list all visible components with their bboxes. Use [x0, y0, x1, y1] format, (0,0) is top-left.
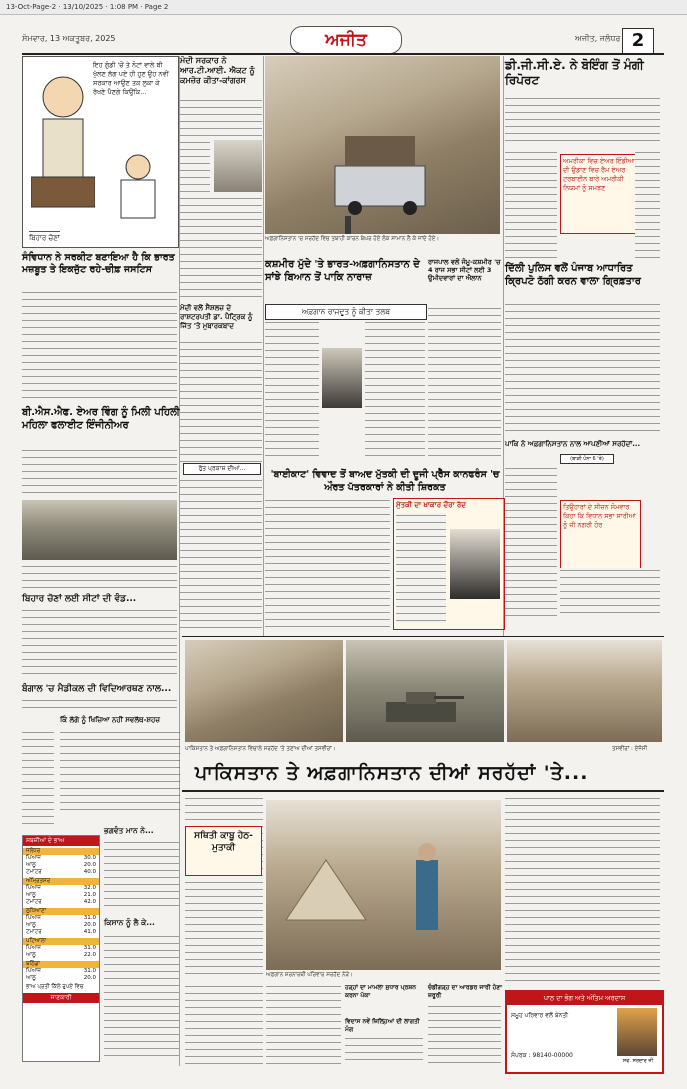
rubble-photo-caption: ਅਫ਼ਗਾਨਿਸਤਾਨ 'ਚ ਸਰਹੱਦ ਵਿਚ ਤਬਾਹੀ ਕਾਰਨ ਬੇਘਰ ਹੋਏ ਲੋਕ ਸਾਮਾਨ ਲੈ ਕੇ ਜਾਂਦੇ ਹੋਏ।: [265, 236, 440, 242]
ad-title: ਪਾਠ ਦਾ ਭੋਗ ਅਤੇ ਅੰਤਿਮ ਅਰਦਾਸ: [507, 992, 662, 1005]
headline-rajya-sabha: ਰਾਜਪਾਲ ਵਲੋਂ ਜੰਮੂ-ਕਸ਼ਮੀਰ 'ਚ 4 ਰਾਜ ਸਭਾ ਸੀਟਾਂ ਲਈ 3 ਉਮੀਦਵਾਰਾਂ ਦਾ ਐਲਾਨ: [428, 258, 501, 282]
politician-portrait-photo: [214, 140, 262, 192]
price-value: 41.0: [83, 929, 96, 935]
masthead: ਅਜੀਤ: [290, 26, 402, 54]
truck-icon: [265, 56, 500, 234]
headline-muttaqi-visit: ਮੁੱਤਕੀ ਦਾ ਖ਼ਾਕਾਰ ਦੌਰਾ ਰੱਦ: [396, 501, 466, 509]
continued-chip: ਰੁੱਤ ਪ੍ਰਕਾਸ਼ ਦੀਆਂ...: [183, 463, 261, 475]
cartoon-figure-icon: [31, 67, 95, 217]
article-body-boeing-3: [635, 150, 660, 260]
vegetable-price-box: [22, 835, 100, 1062]
price-item: ਆਲੂ: [26, 862, 36, 868]
price-value: 31.0: [83, 915, 96, 921]
photo-strip-caption: ਪਾਕਿਸਤਾਨ ਤੇ ਅਫ਼ਗਾਨਿਸਤਾਨ ਵਿਚਾਲੇ ਸਰਹੱਦ 'ਤੇ ਤਣਾਅ ਦੀਆਂ ਤਸਵੀਰਾਂ।: [185, 746, 336, 752]
subheadline-kashmir: ਅਫ਼ਗਾਨ ਰਾਜਦੂਤ ਨੂੰ ਕੀਤਾ ਤਲਬ: [265, 304, 427, 320]
military-vehicles-photo: [346, 640, 504, 742]
scan-header-bar: 13-Oct-Page-2 · 13/10/2025 · 1:08 PM · Page 2: [0, 0, 687, 15]
muttaqi-sidebar: [393, 498, 505, 630]
price-item: ਆਲੂ: [26, 892, 36, 898]
issue-date: ਸੋਮਵਾਰ, 13 ਅਕਤੂਬਰ, 2025: [22, 34, 116, 43]
headline-child-story: ਕਿੰ ਲੱਗੇ ਨੂੰ ਖਿਜ਼ਿਆ ਨਹੀਂ ਸਵਲੱਥ-ਸ਼ਹਜ਼: [60, 716, 160, 724]
price-value: 32.0: [83, 885, 96, 891]
editorial-cartoon: [22, 56, 179, 248]
control-highlight-box: [185, 826, 262, 876]
rubble-refugees-photo: [265, 56, 500, 234]
headline-muttaqi-press: 'ਬਾਈਕਾਟ' ਵਿਵਾਦ ਤੋਂ ਬਾਅਦ ਮੁੱਤਕੀ ਦੀ ਦੂਜੀ ਪ੍ਰੈੱਸ ਕਾਨਫਰੰਸ 'ਚ ਔਰਤ ਪੱਤਰਕਾਰਾਂ ਨੇ ਕੀਤੀ ਸ਼ਿਰਕਤ: [270, 469, 500, 493]
article-body-child-2: [60, 730, 180, 816]
article-body-muttaqi: [265, 498, 390, 628]
price-item: ਟਮਾਟਰ: [26, 899, 42, 905]
header-rule: [22, 53, 664, 55]
ad-phone: ਸੰਪਰਕ : 98140-00000: [511, 1052, 573, 1059]
price-footer: ਜਾਣਕਾਰੀ: [23, 993, 99, 1003]
page-number: 2: [622, 28, 654, 54]
price-value: 20.0: [83, 975, 96, 981]
headline-bihar-seats: ਬਿਹਾਰ ਚੋਣਾਂ ਲਈ ਸੀਟਾਂ ਦੀ ਵੰਡ...: [22, 594, 137, 604]
ad-photo-caption: ਸਵ. ਸਰਦਾਰ ਜੀ: [622, 1058, 654, 1064]
afghan-minister-photo: [322, 348, 362, 408]
headline-chief-justice: ਸੰਵਿਧਾਨ ਨੇ ਸਰਕੀਟ ਬਣਾਇਆ ਹੈ ਕਿ ਭਾਰਤ ਮਜ਼ਬੂਤ ਤੇ ਇਕਜੁੱਟ ਰਹੇ-ਚੀਫ਼ ਜਸਟਿਸ: [22, 252, 175, 275]
headline-delhi-police: ਦਿੱਲੀ ਪੁਲਿਸ ਵਲੋਂ ਪੰਜਾਬ ਆਧਾਰਿਤ ਕ੍ਰਿਪਟੋ ਠੱਗੀ ਕਰਨ ਵਾਲਾ ਗ੍ਰਿਫ਼ਤਾਰ: [505, 263, 641, 287]
column-rule-2: [263, 56, 264, 636]
afghan-family-photo: [266, 800, 501, 970]
tent-icon: [266, 800, 501, 970]
price-value: 20.0: [83, 862, 96, 868]
price-value: 42.0: [83, 899, 96, 905]
article-body-seychelles: [180, 340, 262, 462]
cartoon-man-icon: [103, 152, 173, 222]
price-item: ਪਿਆਜ਼: [26, 915, 41, 921]
article-body-boeing-2: [505, 150, 557, 260]
price-city-label: ਅੰਮ੍ਰਿਤਸਰ: [23, 878, 99, 885]
price-row: [23, 915, 99, 922]
refugees-crowd-photo: [507, 640, 662, 742]
price-city-label: ਲੁਧਿਆਣਾ: [23, 908, 99, 915]
headline-kashmir: ਕਸ਼ਮੀਰ ਮੁੱਦੇ 'ਤੇ ਭਾਰਤ-ਅਫ਼ਗਾਨਿਸਤਾਨ ਦੇ ਸਾਂਝੇ ਬਿਆਨ ਤੋਂ ਪਾਕਿ ਨਾਰਾਜ਼: [265, 259, 420, 283]
price-row: [23, 952, 99, 959]
price-row: [23, 922, 99, 929]
column-rule-1: [179, 56, 180, 1066]
article-body-boeing: [505, 96, 660, 146]
headline-bhagwant: ਭਗਵੰਤ ਮਾਨ ਨੇ...: [104, 826, 154, 835]
article-body-kashmir-2: [365, 320, 425, 460]
price-row: [23, 945, 99, 952]
article-body-banner-4: [266, 984, 341, 1064]
ad-text: ਸਮੂਹ ਪਰਿਵਾਰ ਵਲੋਂ ਬੇਨਤੀ: [511, 1012, 569, 1019]
price-item: ਪਿਆਜ਼: [26, 968, 41, 974]
price-value: 31.0: [83, 968, 96, 974]
price-row: [23, 885, 99, 892]
article-body-muttaqi-visit: [396, 513, 446, 623]
headline-control: ਸਥਿਤੀ ਕਾਬੂ ਹੇਠ-ਮੁਤਾਕੀ: [194, 831, 253, 853]
article-body-child-1: [22, 730, 54, 830]
price-item: ਪਿਆਜ਼: [26, 945, 41, 951]
price-row: [23, 892, 99, 899]
price-row: [23, 855, 99, 862]
headline-vinod: ਵਿਦਾਸ ਨਵੇਂ ਜ਼ਿਲ੍ਹਿਆਂ ਦੀ ਲਾਗਤੀ ਮੰਗ: [345, 1018, 420, 1033]
price-box-title: ਸਬਜ਼ੀਆਂ ਦੇ ਭਾਅ: [23, 836, 99, 846]
article-body-bihar: [22, 608, 177, 678]
price-item: ਆਲੂ: [26, 952, 36, 958]
price-item: ਆਲੂ: [26, 922, 36, 928]
headline-boeing: ਡੀ.ਜੀ.ਸੀ.ਏ. ਨੇ ਬੋਇੰਗ ਤੋਂ ਮੰਗੀ ਰਿਪੋਰਟ: [505, 58, 644, 87]
price-row: [23, 968, 99, 975]
price-table: [23, 945, 99, 959]
cartoon-speech-bubble: ਇਹ ਗੁੰਡੀ 'ਚੋਂ ਤੇ ਨੋਟਾਂ ਵਾਲੇ ਬੀ ਖੁੱਲਣ ਲੱਗ ਪਏ ਹੀ ਹੁਣ ਉਹ ਨਵੀਂ ਸਰਕਾਰ ਆਉਣ ਤਕ ਲੁਕਾ ਕੇ ਰੱਖਣੇ ਪੈਣਗੇ ਕਿਉਂਕਿ...: [93, 61, 169, 96]
headline-bsf-air-wing: ਬੀ.ਐਸ.ਐਫ. ਏਅਰ ਵਿੰਗ ਨੂੰ ਮਿਲੀ ਪਹਿਲੀ ਮਹਿਲਾ ਫਲਾਈਟ ਇੰਜੀਨੀਅਰ: [22, 407, 180, 431]
price-table: [23, 885, 99, 906]
column-rule-3: [503, 56, 504, 636]
article-body-banner-6: [428, 1004, 501, 1066]
price-row: [23, 899, 99, 906]
price-value: 21.0: [83, 892, 96, 898]
continue-note-1: (ਬਾਕੀ ਪੰਨਾ 6 'ਤੇ): [560, 454, 614, 464]
obituary-ad: [505, 990, 664, 1074]
article-body-rti-2: [180, 140, 210, 192]
headline-rti-act: ਮੋਦੀ ਸਰਕਾਰ ਨੇ ਆਰ.ਟੀ.ਆਈ. ਐਕਟ ਨੂੰ ਕਮਜ਼ੋਰ ਕੀਤਾ-ਕਾਂਗਰਸ: [180, 56, 255, 85]
price-city-label: ਪਟਿਆਲਾ: [23, 938, 99, 945]
headline-kisan: ਕਿਸਾਨ ਨੂੰ ਲੈ ਕੇ...: [104, 918, 155, 927]
headline-pak-borders: ਪਾਕਿ ਨੇ ਅਫ਼ਗਾਨਿਸਤਾਨ ਨਾਲ ਆਪਣੀਆਂ ਸਰਹੱਦਾਂ...: [505, 440, 641, 448]
article-body-banner-5: [345, 1036, 423, 1066]
price-row: [23, 975, 99, 982]
price-row: [23, 862, 99, 869]
ad-portrait-photo: [617, 1008, 657, 1056]
muttaqi-portrait-photo: [450, 529, 500, 599]
agra-highlight-box: ਤਿਉਹਾਰਾਂ ਦੇ ਸੀਜ਼ਨ ਸੋਮਵਾਰ ਕਿਹਾ ਕਿ ਵਿਧਾਨ ਸਭਾ ਸਾਰੀਆਂ ਨੂੰ ਜੀ ਨਗਰੀ ਹੋਰ: [560, 500, 641, 570]
bsf-engineer-photo: [22, 500, 177, 560]
article-body-banner-3: [185, 984, 263, 1064]
boeing-highlight-box: ਅਮਰੀਕਾ ਵਿਚ ਏਅਰ ਇੰਡੀਆ ਦੀ ਉਡਾਣ ਵਿਚ ਰੈਮ ਏਅਰ ਟਰਬਾਈਨ ਬਾਰੇ ਅਮਰੀਕੀ ਨਿਯਮਾਂ ਨੂੰ ਸਮਝਣ: [560, 154, 638, 234]
article-body-kashmir: [265, 320, 319, 460]
headline-flood: ਹੜ੍ਹਾਂ ਦਾ ਮਾਮਲਾ ਸੁਧਾਰ ਪ੍ਰਸ਼ਨ ਕਰਨਾ ਪੱਕਾ: [345, 984, 416, 999]
price-row: [23, 929, 99, 936]
price-city-label: ਬਠਿੰਡਾ: [23, 961, 99, 968]
headline-chandigarh: ਚੰਡੀਗੜ੍ਹ ਦਾ ਆਰਡਰ ਜਾਰੀ ਹੋਣਾ ਜ਼ਰੂਰੀ: [428, 984, 502, 999]
price-value: 30.0: [83, 855, 96, 861]
article-body-delhi-police: [505, 302, 660, 434]
article-body-rajya-sabha: [428, 306, 501, 460]
price-value: 20.0: [83, 922, 96, 928]
article-body-bhagwant: [104, 840, 179, 912]
price-table: [23, 915, 99, 936]
article-body-chief-justice: [22, 290, 177, 402]
article-body-seychelles-2: [180, 478, 262, 628]
price-value: 31.0: [83, 945, 96, 951]
article-body-bsf: [22, 448, 177, 496]
article-body-pak-borders: [505, 466, 557, 616]
price-item: ਆਲੂ: [26, 975, 36, 981]
headline-bengal: ਬੰਗਾਲ 'ਚ ਮੈਡੀਕਲ ਦੀ ਵਿਦਿਆਰਥਣ ਨਾਲ...: [22, 684, 172, 694]
article-body-bengal: [22, 698, 177, 712]
price-value: 40.0: [83, 869, 96, 875]
strip-rule: [182, 636, 664, 637]
article-body-rti-3: [180, 196, 262, 300]
price-item: ਟਮਾਟਰ: [26, 929, 42, 935]
main-banner-headline: ਪਾਕਿਸਤਾਨ ਤੇ ਅਫ਼ਗਾਨਿਸਤਾਨ ਦੀਆਂ ਸਰਹੱਦਾਂ 'ਤੇ...: [195, 762, 589, 784]
price-city-label: ਜਲੰਧਰ: [23, 848, 99, 855]
price-table: [23, 855, 99, 876]
price-row: [23, 869, 99, 876]
price-table: [23, 968, 99, 982]
article-body-banner-1: [185, 796, 263, 976]
price-item: ਟਮਾਟਰ: [26, 869, 42, 875]
headline-modi-seychelles: ਮੋਦੀ ਵਲੋਂ ਸੈਸ਼ਲਜ਼ ਦੇ ਰਾਸ਼ਟਰਪਤੀ ਡਾ. ਪੈਟ੍ਰਿਕ ਨੂੰ ਜਿੱਤ 'ਤੇ ਮੁਬਾਰਕਬਾਦ: [180, 304, 253, 330]
article-body-rti: [180, 98, 262, 138]
article-body-banner-2: [505, 796, 660, 986]
article-body-pak-borders-2: [560, 568, 660, 618]
price-item: ਪਿਆਜ਼: [26, 885, 41, 891]
border-ruins-photo: [185, 640, 343, 742]
price-groups: [23, 848, 99, 982]
cartoon-caption: ਬਿਹਾਰ ਚੋਣਾਂ: [29, 231, 60, 243]
price-note: ਭਾਅ ਪ੍ਰਤੀ ਕਿੱਲੋ ਰੁਪਏ ਵਿਚ: [26, 984, 84, 990]
photo-credit: ਤਸਵੀਰਾਂ : ਏਜੰਸੀ: [612, 746, 648, 752]
article-body-bsf-2: [22, 564, 177, 590]
price-value: 22.0: [83, 952, 96, 958]
tank-icon: [346, 640, 504, 742]
article-body-kisan: [104, 934, 179, 1062]
edition-city: ਅਜੀਤ, ਜਲੰਧਰ: [575, 34, 621, 43]
price-item: ਪਿਆਜ਼: [26, 855, 41, 861]
bottom-photo-caption: ਅਫ਼ਗਾਨ ਸ਼ਰਨਾਰਥੀ ਪਰਿਵਾਰ ਸਰਹੱਦ ਨੇੜੇ।: [266, 972, 353, 978]
banner-rule: [182, 790, 664, 792]
